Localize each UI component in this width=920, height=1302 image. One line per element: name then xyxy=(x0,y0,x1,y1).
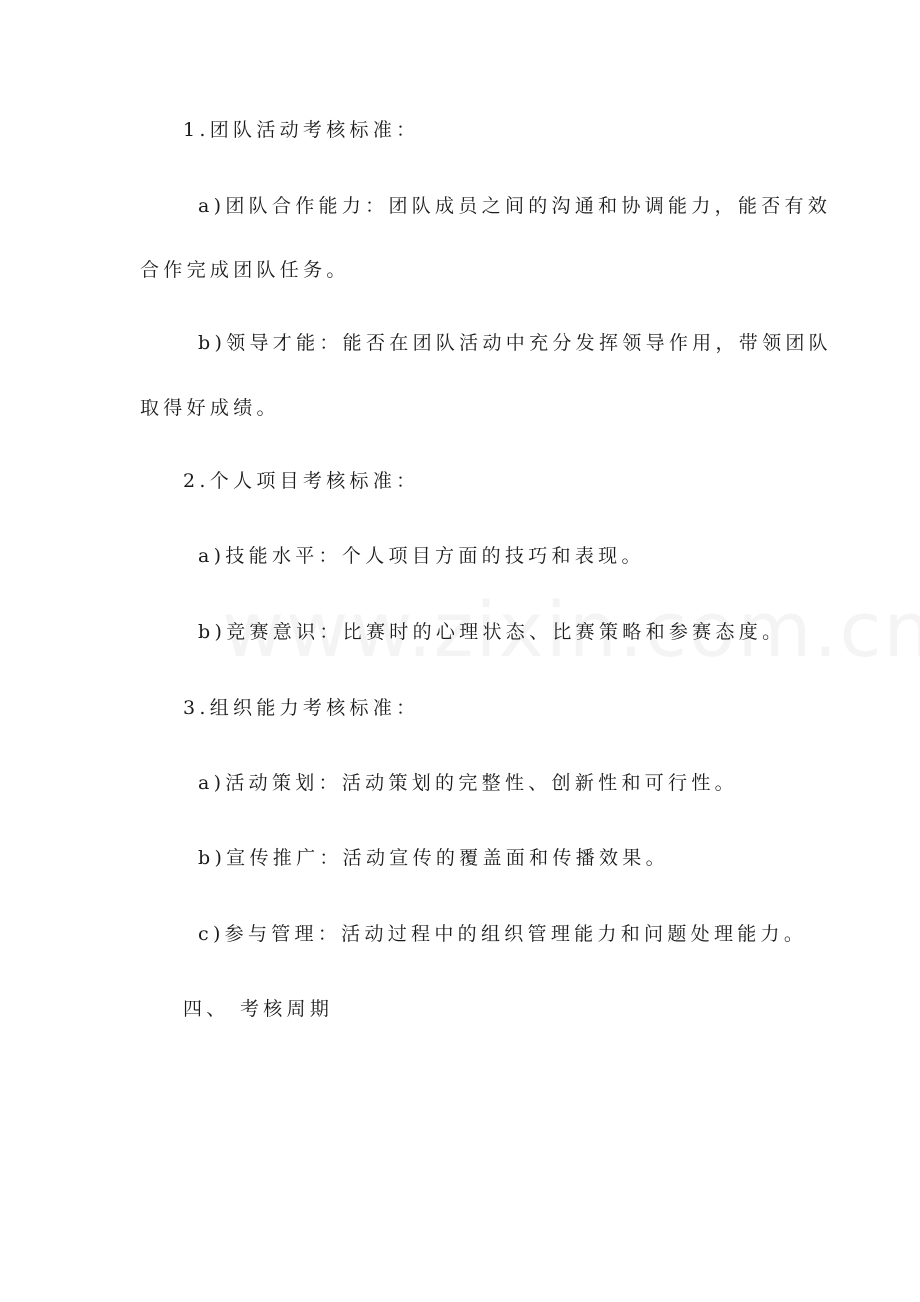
section-heading-team: 1.团队活动考核标准： xyxy=(183,119,420,141)
paragraph-line: b)宣传推广：活动宣传的覆盖面和传播效果。 xyxy=(198,847,669,869)
paragraph-line: a)团队合作能力：团队成员之间的沟通和协调能力，能否有效 xyxy=(198,195,832,217)
paragraph-line: a)活动策划：活动策划的完整性、创新性和可行性。 xyxy=(198,772,738,794)
paragraph-line: b)竞赛意识：比赛时的心理状态、比赛策略和参赛态度。 xyxy=(198,621,786,643)
paragraph-line: 取得好成绩。 xyxy=(140,397,280,419)
section-heading-individual: 2.个人项目考核标准： xyxy=(183,470,420,492)
paragraph-line: a)技能水平：个人项目方面的技巧和表现。 xyxy=(198,545,645,567)
paragraph-line: b)领导才能：能否在团队活动中充分发挥领导作用，带领团队 xyxy=(198,332,832,354)
section-heading-organization: 3.组织能力考核标准： xyxy=(183,697,420,719)
section-heading-period: 四、 考核周期 xyxy=(183,998,334,1020)
paragraph-line: c)参与管理：活动过程中的组织管理能力和问题处理能力。 xyxy=(198,923,808,945)
paragraph-line: 合作完成团队任务。 xyxy=(140,259,350,281)
